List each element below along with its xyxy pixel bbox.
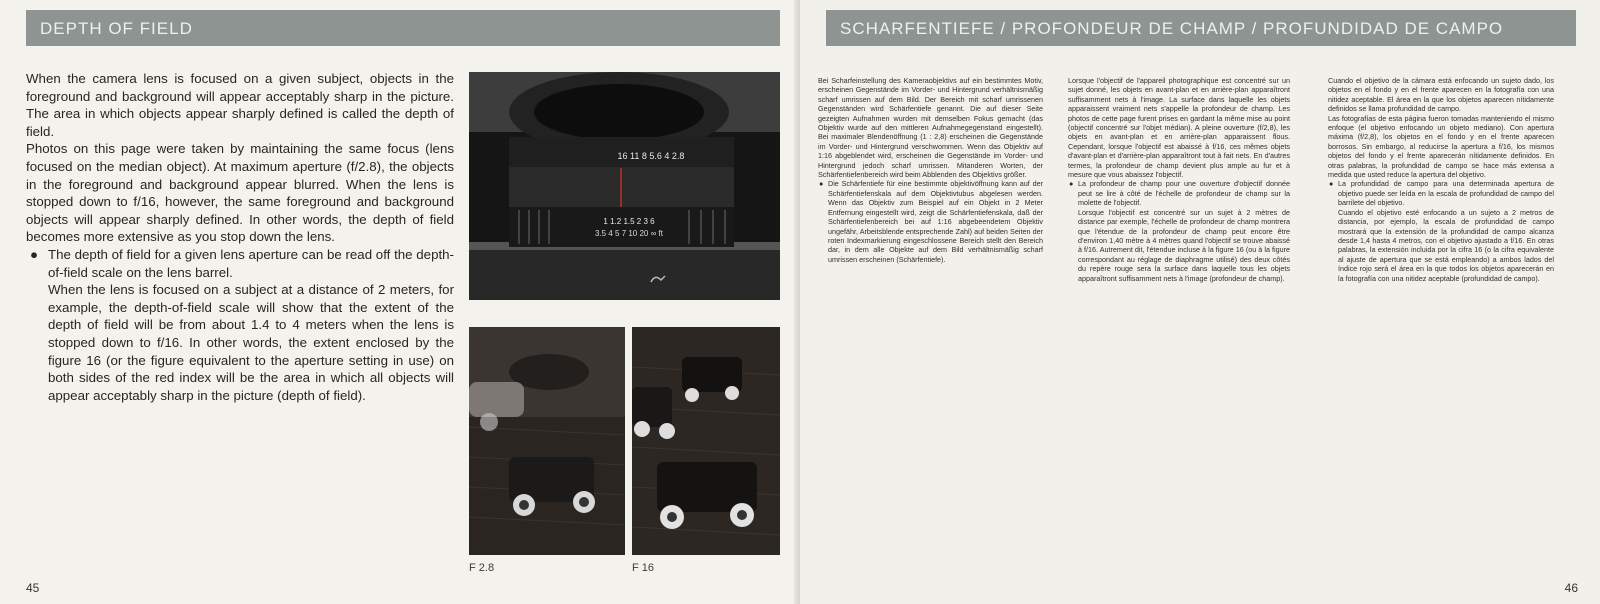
german-paragraph: Bei Scharfeinstellung des Kameraobjektivs auf ein bestimmtes Motiv, erscheinen Gegenstände im Vorder- und Hintergrund verhältnismäßig scharf umrissen auf dem Bild. Der Bereich mit scharf umrissenen Gegenständen wird Schärfentiefe genannt. Die auf dieser Seite gezeigten Aufnahmen wurden mit demselben Fokus gemacht (das Objektiv wurde auf den mittleren Aufnahmegegenstand eingestellt). Bei maximaler Blendenöffnung (1 : 2,8) erscheinen die Gegenstände im Vorder- und Hintergrund verschwommen. Wenn das Objektiv auf 1:16 abgeblendet wird, erscheinen die Gegenstände im Vorder- und Hintergrund jedoch scharf umrissen. Mitanderen Worten, der Schärfentiefenbereich wird beim Abblenden des Objektivs größer. — [818, 76, 1043, 180]
page-title: DEPTH OF FIELD — [40, 19, 193, 38]
toy-cars-blurred — [469, 327, 625, 555]
photos-paragraph: Photos on this page were taken by maintaining the same focus (lens focused on the median object). At maximum aperture (f/2.8), the objects in the foreground and background appear blurred. When the lens is stopped down to f/16, however, the same foreground and background objects will appear sharply defined. In other words, the depth of field becomes more extensive as you stop down the lens. — [26, 141, 454, 245]
toy-cars-sharp — [632, 327, 780, 555]
distance-scale-meters: 1 1.2 1.5 2 3 6 — [603, 217, 655, 226]
photo-f16 — [632, 327, 780, 555]
caption-f2-8: F 2.8 — [469, 562, 495, 574]
french-paragraph: Lorsque l'objectif de l'appareil photographique est concentré sur un sujet donné, les objets en avant-plan et en arrière-plan apparaîtront suffisamment nets à l'image. La surface dans laquelle les objets apparaissent vraiment nets s'appelle la profondeur de champ. Les photos de cette page furent prises en gardant la même mise au point (objectif concentré sur l'objet médian). A pleine ouverture (f/2,8), les objets en avant-plan et en arrière-plan apparaissent flous. Cependant, lorsque l'objectif est abaissé à f/16, ces mêmes objets d'avant-plan et d'arrière-plan apparaîtront tout à fait nets. En d'autres termes, la profondeur de champ devient plus ample au fur et à mesure que vous abaissez l'objectif. — [1068, 76, 1290, 180]
spanish-column — [1328, 76, 1554, 283]
photo-f2-8 — [469, 327, 625, 555]
french-bullet-text: La profondeur de champ pour une ouverture d'objectif donnée peut se lire à côté de l'échelle de profondeur de champ sur la molette de l'objectif. — [1078, 179, 1290, 208]
english-body — [26, 70, 454, 404]
spanish-bullet — [1328, 179, 1554, 207]
german-bullet-text: Die Schärfentiefe für eine bestimmte objektivöffnung kann auf der Schärfentiefenskala auf dem Objektivtubus abgelesen werden. Wenn das Objektiv zum Beispiel auf ein Objekt in 2 Meter Entfernung eingestellt wird, zeigt die Schärfentiefenskala, daß der Schärfentiefenbereich bei auf 1:16 abgebeendetem Objektiv ungefähr, Arbeitsblende entsprechende Zahl) auf beiden Seiten der roten Indexmarkierung eingeschlossene Bereich stellt den Bereich dar, in dem alle Objekte auf dem Bild verhältnismäßig scharf umrissen erscheinen (Schärfentiefe). — [828, 179, 1043, 264]
german-column — [818, 76, 1043, 264]
bullet-text: The depth of field for a given lens aperture can be read off the depth-of-field scale on the lens barrel. — [48, 246, 454, 280]
intro-paragraph: When the camera lens is focused on a given subject, objects in the foreground and background will appear acceptably sharp in the picture. The area in which objects appear sharply defined is called the depth of field. — [26, 71, 454, 139]
lens-photo — [469, 72, 780, 300]
bullet-item — [26, 246, 454, 281]
aperture-scale: 16 11 8 5.6 4 2.8 — [617, 151, 685, 161]
french-column — [1068, 76, 1290, 283]
page-number-right: 46 — [1564, 581, 1578, 595]
spanish-bullet-text: La profundidad de campo para una determinada apertura de objetivo puede ser leída en la escala de profundidad de campo del barrilete del objetivo. — [1338, 179, 1554, 208]
french-bullet-continuation: Lorsque l'objectif est concentré sur un sujet à 2 mètres de distance par exemple, l'échelle de profondeur de champ montrera que l'étendue de la profondeur de champ peut encore être d'environ 1,40 mètre à 4 mètres quand l'objectif se trouve abaissé à f/16. Autrement dit, l'étendue incluse à la figure 16 (ou à la figure correspondant au réglage de diaphragme utilisé) des deux côtés du repère rouge sera la surface dans laquelle tous les objets apparaîtront suffisamment nets à l'image (profondeur de champ). — [1078, 207, 1290, 283]
bullet-dot-icon: ● — [819, 179, 824, 189]
page-number-left: 45 — [26, 581, 40, 595]
right-page — [800, 0, 1600, 604]
bullet-dot-icon: ● — [30, 246, 39, 262]
spanish-paragraph-2: Las fotografías de esta página fueron tomadas manteniendo el mismo enfoque (el objetivo enfocando un objeto mediano). Con apertura máxima (f/2,8), los objetos en el fondo y en el frente aparecen borrosos. Sin embargo, al reducirse la apertura a f/16, los mismos objetos del fondo y el frente aparecerán nítidamente definidos. En otras palabras, la profundidad de campo se hace más extensa a medida que usted reduce la apertura del objetivo. — [1328, 113, 1554, 180]
section-header-multilingual — [826, 10, 1576, 46]
spanish-bullet-continuation: Cuando el objetivo esté enfocando a un sujeto a 2 metros de distancia, por ejemplo, la escala de profundidad de campo mostrará que la extensión de la profundidad de campo alcanza desde 1,4 hasta 4 metros, con el objetivo ajustado a f/16. En otras palabras, la extensión incluida por la cifra 16 (o la cifra equivalente al ajuste de apertura que se está empleando) a ambos lados del índice rojo será el área en la que todos los objetos aparecerán en la fotografía con una nitidez aceptable (profundidad de campo). — [1338, 207, 1554, 283]
section-header — [26, 10, 780, 46]
caption-f16: F 16 — [632, 562, 655, 574]
bullet-continuation: When the lens is focused on a subject at a distance of 2 meters, for example, the depth-of-field scale will show that the extent of the depth of field will be from about 1.4 to 4 meters when the lens is stopped down to f/16. In other words, the extent enclosed by the figure 16 (or the figure equivalent to the aperture setting in use) on both sides of the red index will be the area in which all objects will appear acceptably sharp in the picture (depth of field). — [48, 282, 454, 403]
page-title-multilingual: SCHARFENTIEFE / PROFONDEUR DE CHAMP / PROFUNDIDAD DE CAMPO — [840, 19, 1504, 38]
french-bullet — [1068, 179, 1290, 207]
distance-scale-feet: 3.5 4 5 7 10 20 ∞ ft — [595, 229, 663, 238]
spanish-paragraph-1: Cuando el objetivo de la cámara está enfocando un sujeto dado, los objetos en el fondo y en el frente aparecen en la fotografía con una nitidez aceptable. El área en la que los objetos aparecen nítidamente definidos se llama profundidad de campo. — [1328, 76, 1554, 114]
bullet-dot-icon: ● — [1069, 179, 1074, 189]
bullet-dot-icon: ● — [1329, 179, 1334, 189]
lens-illustration — [469, 72, 780, 300]
german-bullet — [818, 179, 1043, 264]
